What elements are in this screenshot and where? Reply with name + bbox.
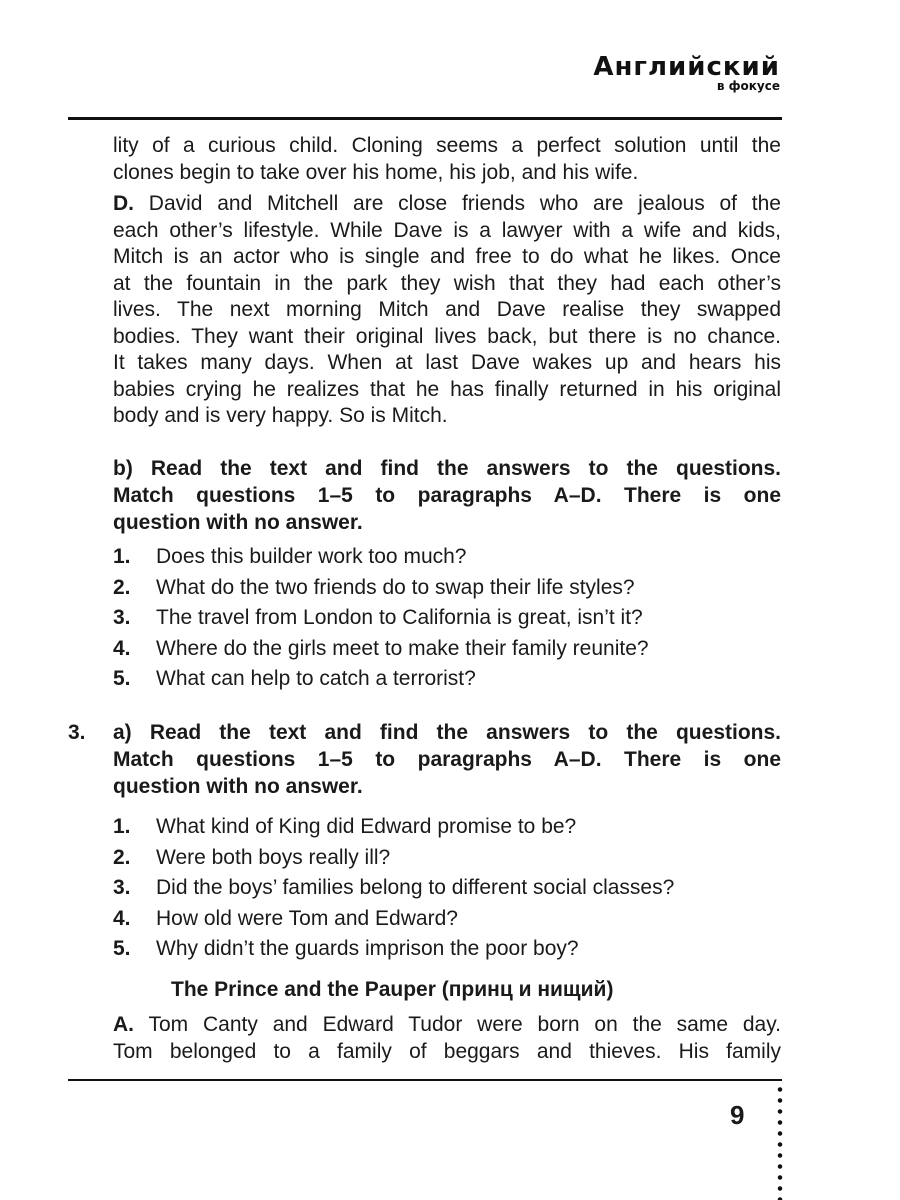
text-line: bodies. They want their original lives back, but there is no chance. bbox=[113, 324, 781, 348]
exercise-number: 3. bbox=[68, 721, 86, 744]
passage-continuation bbox=[113, 133, 781, 186]
logo-subtitle: в фокусе bbox=[716, 79, 780, 93]
paragraph-d bbox=[113, 191, 781, 430]
question-item: 3. Did the boys’ families belong to different social classes? bbox=[113, 876, 675, 899]
text-line: lives. The next morning Mitch and Dave realise they swapped bbox=[113, 298, 781, 321]
page-number: 9 bbox=[730, 1100, 745, 1130]
text-line: body and is very happy. So is Mitch. bbox=[113, 404, 448, 427]
exercise-3-instructions bbox=[113, 719, 781, 800]
instruction-line: question with no answer. bbox=[113, 775, 363, 798]
text-line: D. David and Mitchell are close friends who are jealous of the bbox=[113, 192, 781, 215]
question-item: 2. What do the two friends do to swap their life styles? bbox=[113, 575, 635, 599]
text-line: It takes many days. When at last Dave wakes up and hears his bbox=[113, 351, 781, 374]
question-item: 5. What can help to catch a terrorist? bbox=[113, 667, 476, 690]
question-item: 3. The travel from London to California is great, isn’t it? bbox=[113, 606, 643, 629]
text-line: at the fountain in the park they wish that they had each other’s bbox=[113, 271, 781, 295]
text-line: each other’s lifestyle. While Dave is a lawyer with a wife and kids, bbox=[113, 218, 781, 242]
text-line: Mitch is an actor who is single and free to do what he likes. Once bbox=[113, 245, 781, 268]
text-line: clones begin to take over his home, his job, and his wife. bbox=[113, 160, 639, 184]
paragraph-label: D. bbox=[113, 192, 134, 215]
task-b-questions bbox=[113, 542, 781, 695]
header-rule bbox=[68, 117, 782, 120]
question-item: 4. Where do the girls meet to make their family reunite? bbox=[113, 636, 649, 660]
text-line: lity of a curious child. Cloning seems a perfect solution until the bbox=[113, 134, 781, 157]
question-item: 1. Does this builder work too much? bbox=[113, 545, 467, 568]
footer-rule bbox=[68, 1079, 782, 1081]
paragraph-label: A. bbox=[113, 1013, 134, 1036]
exercise-3-questions bbox=[113, 812, 781, 965]
question-item: 4. How old were Tom and Edward? bbox=[113, 906, 458, 930]
text-line: A. Tom Canty and Edward Tudor were born on the same day. bbox=[113, 1013, 781, 1036]
text-line: Tom belonged to a family of beggars and thieves. His family bbox=[113, 1039, 781, 1063]
question-item: 2. Were both boys really ill? bbox=[113, 845, 391, 869]
task-b-instructions bbox=[113, 455, 781, 536]
book-logo bbox=[593, 52, 780, 93]
question-item: 5. Why didn’t the guards imprison the poor boy? bbox=[113, 937, 579, 960]
instruction-line: a) Read the text and find the answers to the questions. bbox=[113, 721, 781, 744]
text-line: babies crying he realizes that he has finally returned in his original bbox=[113, 377, 781, 401]
instruction-line: b) Read the text and find the answers to the questions. bbox=[113, 457, 781, 480]
instruction-line: Match questions 1–5 to paragraphs A–D. There is one bbox=[113, 748, 781, 771]
story-paragraph-a bbox=[113, 1012, 781, 1065]
story-title: The Prince and the Pauper (принц и нищий) bbox=[171, 978, 614, 1001]
instruction-line: Match questions 1–5 to paragraphs A–D. There is one bbox=[113, 484, 781, 507]
dotted-edge-decoration bbox=[776, 1084, 784, 1200]
logo-title: Английский bbox=[593, 52, 780, 82]
question-item: 1. What kind of King did Edward promise to be? bbox=[113, 815, 577, 838]
instruction-line: question with no answer. bbox=[113, 511, 363, 534]
